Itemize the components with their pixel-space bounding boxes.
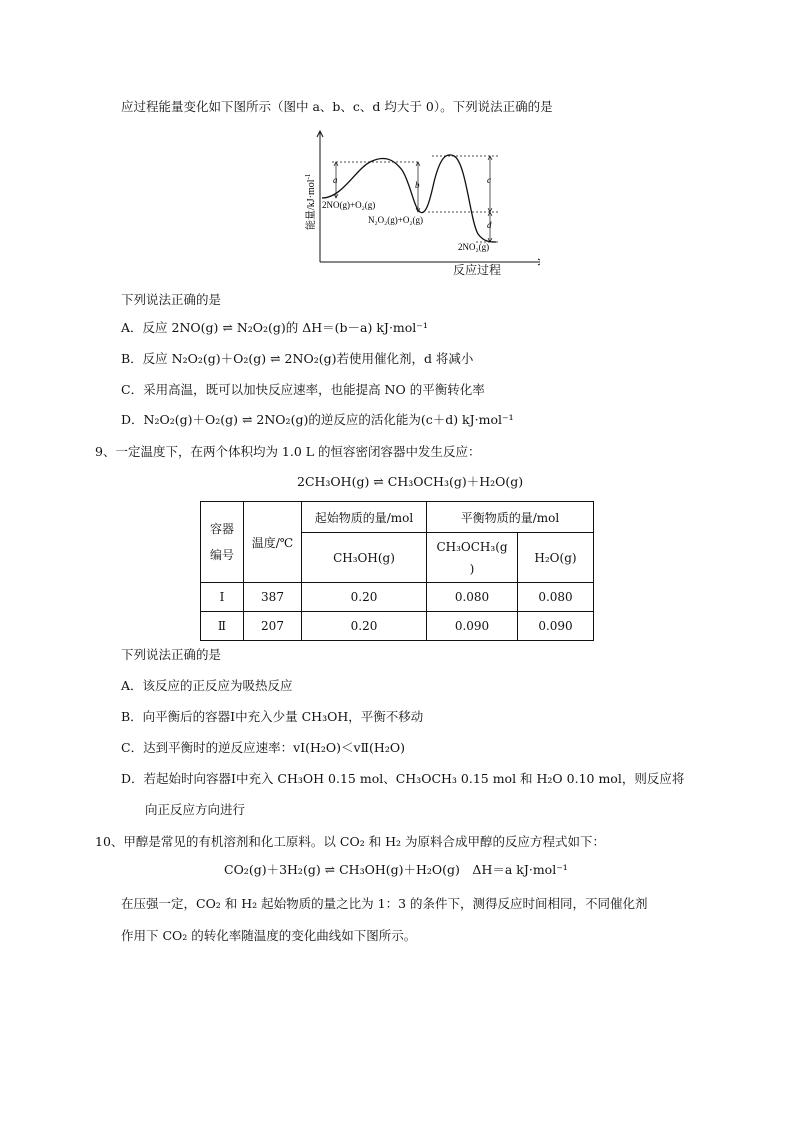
cell: 387 — [244, 583, 302, 612]
q9-option-c: C．达到平衡时的逆反应速率：vⅠ(H₂O)＜vⅡ(H₂O) — [121, 740, 405, 755]
cell: 0.090 — [427, 612, 518, 641]
energy-curve — [322, 155, 496, 242]
q9-number: 9、 — [95, 444, 116, 459]
cell: 207 — [244, 612, 302, 641]
y-axis-label: 能量/kJ·mol$^{-1}$ — [304, 173, 317, 230]
q9-option-a: A．该反应的正反应为吸热反应 — [121, 678, 293, 693]
q10-line2: 作用下 CO₂ 的转化率随温度的变化曲线如下图所示。 — [121, 928, 417, 943]
cell: 0.080 — [518, 583, 594, 612]
cell: Ⅰ — [201, 583, 244, 612]
q8-stem: 下列说法正确的是 — [121, 292, 222, 307]
th-temp: 温度/℃ — [244, 502, 302, 583]
th-container: 容器 编号 — [201, 502, 244, 583]
q8-option-a: A．反应 2NO(g) ⇌ N₂O₂(g)的 ΔH＝(b－a) kJ·mol⁻¹ — [121, 320, 428, 335]
label-product: 2NO₂(g) — [458, 242, 490, 252]
cell: 0.20 — [302, 583, 427, 612]
cell: Ⅱ — [201, 612, 244, 641]
q9-option-b: B．向平衡后的容器Ⅰ中充入少量 CH₃OH，平衡不移动 — [121, 709, 424, 724]
th-start: 起始物质的量/mol — [302, 502, 427, 533]
label-b: b — [415, 180, 420, 190]
th-h2o: H₂O(g) — [518, 533, 594, 583]
q9-after: 下列说法正确的是 — [121, 647, 222, 662]
label-a: a — [333, 175, 338, 185]
q9-option-d1: D．若起始时向容器Ⅰ中充入 CH₃OH 0.15 mol、CH₃OCH₃ 0.15 mol 和 H₂O 0.10 mol，则反应将 — [121, 771, 685, 786]
label-c: c — [487, 175, 491, 185]
q8-option-b: B．反应 N₂O₂(g)＋O₂(g) ⇌ 2NO₂(g)若使用催化剂，d 将减小 — [121, 351, 474, 366]
q8-option-c: C．采用高温，既可以加快反应速率，也能提高 NO 的平衡转化率 — [121, 382, 485, 397]
energy-diagram — [300, 130, 540, 270]
intro-line: 应过程能量变化如下图所示（图中 a、b、c、d 均大于 0）。下列说法正确的是 — [121, 99, 553, 114]
cell: 0.20 — [302, 612, 427, 641]
table-row — [201, 612, 594, 641]
data-table — [200, 501, 594, 641]
q10-equation: CO₂(g)＋3H₂(g) ⇌ CH₃OH(g)＋H₂O(g) ΔH＝a kJ·mol⁻¹ — [224, 862, 568, 877]
x-axis-label: 反应过程 — [453, 263, 502, 277]
label-intermediate: N₂O₂(g)+O₂(g) — [368, 215, 423, 225]
q10-line1: 在压强一定，CO₂ 和 H₂ 起始物质的量之比为 1：3 的条件下，测得反应时间相同，不同催化剂 — [121, 896, 648, 911]
q10-stem-text: 甲醇是常见的有机溶剂和化工原料。以 CO₂ 和 H₂ 为原料合成甲醇的反应方程式如下： — [123, 834, 606, 849]
q8-option-d: D．N₂O₂(g)＋O₂(g) ⇌ 2NO₂(g)的逆反应的活化能为(c＋d) kJ·mol⁻¹ — [121, 412, 514, 427]
label-d: d — [487, 220, 492, 230]
q9-stem-text: 一定温度下，在两个体积均为 1.0 L 的恒容密闭容器中发生反应： — [115, 444, 481, 459]
q10-stem — [95, 834, 605, 850]
table-row — [201, 583, 594, 612]
th-eq: 平衡物质的量/mol — [427, 502, 594, 533]
q10-number: 10、 — [95, 834, 124, 849]
label-reactant: 2NO(g)+O₂(g) — [322, 200, 376, 210]
th-ch3oh: CH₃OH(g) — [302, 533, 427, 583]
cell: 0.090 — [518, 612, 594, 641]
th-ch3och3: CH₃OCH₃(g ) — [427, 533, 518, 583]
q9-equation: 2CH₃OH(g) ⇌ CH₃OCH₃(g)＋H₂O(g) — [297, 474, 524, 489]
q9-stem — [95, 444, 481, 460]
cell: 0.080 — [427, 583, 518, 612]
q9-option-d2: 向正反应方向进行 — [145, 802, 246, 817]
